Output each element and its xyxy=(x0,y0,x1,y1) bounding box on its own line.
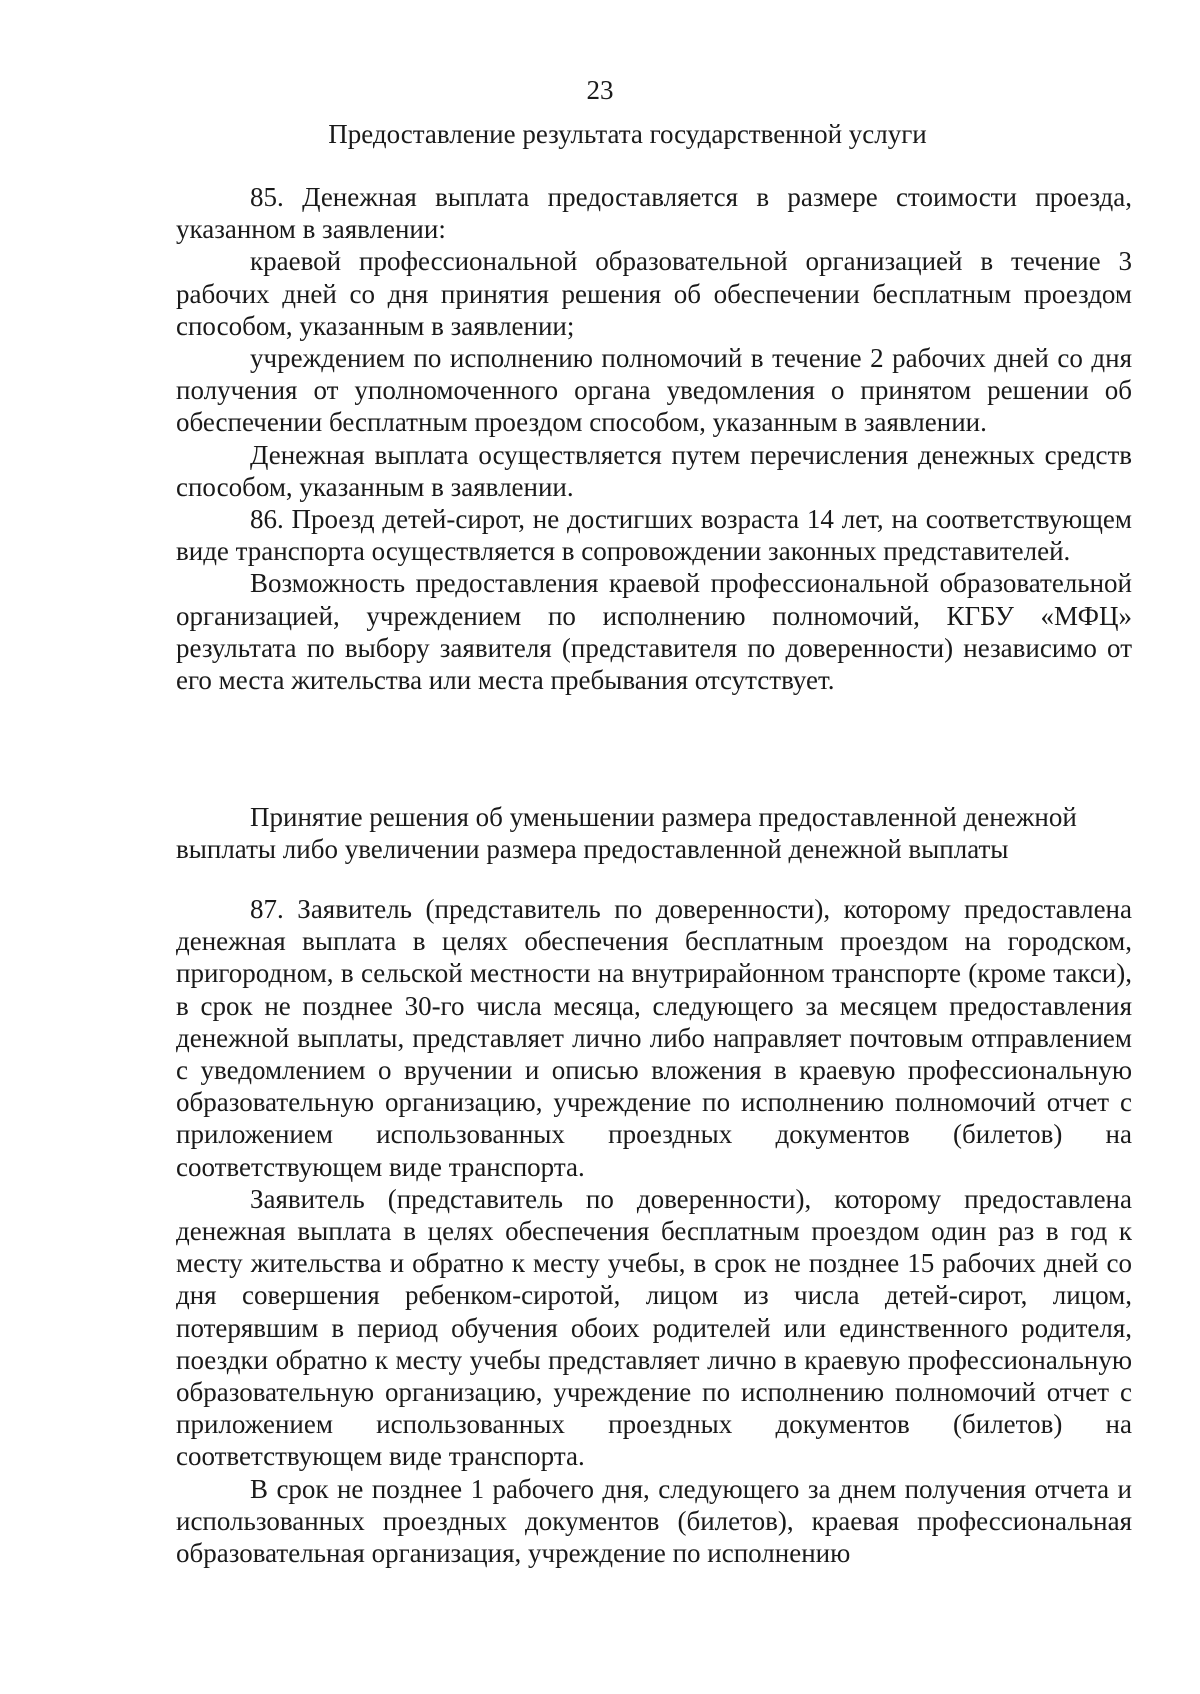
section-body-result xyxy=(176,181,1132,696)
section-body-decision xyxy=(176,893,1132,1569)
paragraph-87: 87. Заявитель (представитель по доверенности), которому предоставлена денежная выплата в целях обеспечения бесплатным проездом на городском, пригородном, в сельской местности на внутрирайонном транспорте (кроме такси), в срок не позднее 30-го числа месяца, следующего за месяцем предоставления денежной выплаты, представляет лично либо направляет почтовым отправлением с уведомлением о вручении и описью вложения в краевую профессиональную образовательную организацию, учреждение по исполнению полномочий отчет с приложением использованных проездных документов (билетов) на соответствующем виде транспорта. xyxy=(176,894,1132,1182)
page-number: 23 xyxy=(586,75,614,105)
paragraph-87-deadline: В срок не позднее 1 рабочего дня, следующего за днем получения отчета и использованных проездных документов (билетов), краевая профессиональная образовательная организация, учреждение по исполнению xyxy=(176,1473,1132,1569)
section-heading-decision: Принятие решения об уменьшении размера предоставленной денежной выплаты либо увеличении размера предоставленной денежной выплаты xyxy=(176,802,1077,864)
paragraph-86: 86. Проезд детей-сирот, не достигших возраста 14 лет, на соответствующем виде транспорта осуществляется в сопровождении законных представителей. xyxy=(176,504,1132,567)
section-heading-result: Предоставление результата государственной услуги xyxy=(328,119,927,149)
paragraph-85: 85. Денежная выплата предоставляется в размере стоимости проезда, указанном в заявлении: xyxy=(176,182,1132,245)
paragraph-85-item-2: учреждением по исполнению полномочий в течение 2 рабочих дней со дня получения от уполномоченного органа уведомления о принятом решении об обеспечении бесплатным проездом способом, указанным в заявлении. xyxy=(176,343,1132,438)
paragraph-87-annual: Заявитель (представитель по доверенности), которому предоставлена денежная выплата в целях обеспечения бесплатным проездом один раз в год к месту жительства и обратно к месту учебы, в срок не позднее 15 рабочих дней со дня совершения ребенком-сиротой, лицом из числа детей-сирот, лицом, потерявшим в период обучения обоих родителей или единственного родителя, поездки обратно к месту учебы представляет лично в краевую профессиональную образовательную организацию, учреждение по исполнению полномочий отчет с приложением использованных проездных документов (билетов) на соответствующем виде транспорта. xyxy=(176,1183,1132,1472)
paragraph-85-payment: Денежная выплата осуществляется путем перечисления денежных средств способом, указанным в заявлении. xyxy=(176,439,1132,502)
paragraph-85-item-1: краевой профессиональной образовательной организацией в течение 3 рабочих дней со дня принятия решения об обеспечении бесплатным проездом способом, указанным в заявлении; xyxy=(176,246,1132,341)
paragraph-86-possibility: Возможность предоставления краевой профессиональной образовательной организацией, учреждением по исполнению полномочий, КГБУ «МФЦ» результата по выбору заявителя (представителя по доверенности) независимо от его места жительства или места пребывания отсутствует. xyxy=(176,568,1132,696)
